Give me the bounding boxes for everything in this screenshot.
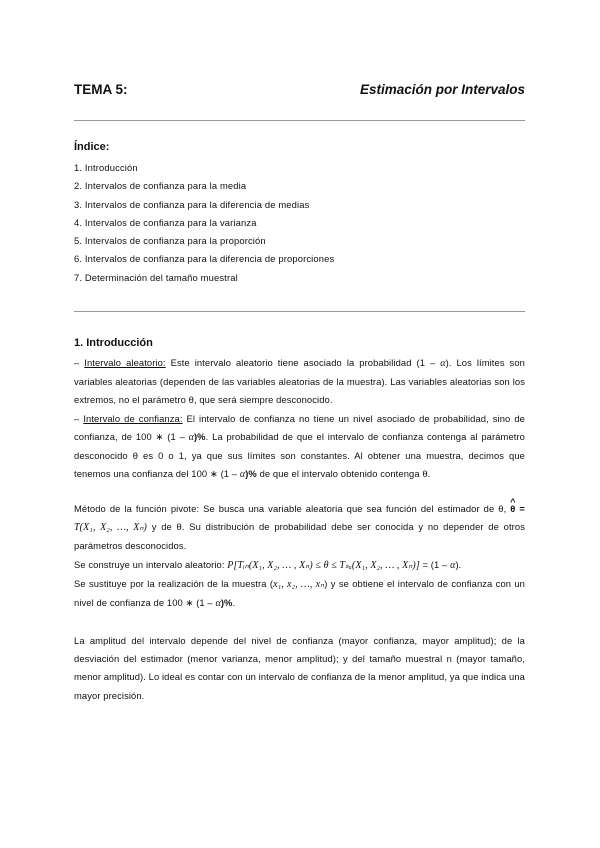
tema-label: TEMA 5: [74, 82, 128, 97]
text: . La probabilidad de que el intervalo de confianza contenga al parámetro desconocido θ es 0 o 1, ya que sus límites son constantes. Al obtener una muestra, decimos que tenemos una confianza del 100 ∗ (1 – [74, 430, 525, 480]
toc-item-diferencia-medias: 3. Intervalos de confianza para la diferencia de medias [74, 198, 310, 210]
intervalo-aleatorio-term: Intervalo aleatorio: [84, 357, 166, 368]
subject-title: Estimación por Intervalos [359, 82, 525, 97]
text: Se sustituye por la realización de la muestra ( [74, 577, 274, 589]
alpha-symbol: α [239, 469, 246, 481]
toc-item-varianza: 4. Intervalos de confianza para la varianza [74, 216, 257, 228]
alpha-symbol: α [188, 431, 194, 443]
dash: – [74, 412, 84, 424]
intervalo-confianza-term: Intervalo de confianza: [83, 412, 183, 424]
dash: – [74, 357, 85, 368]
text: Se construye un intervalo aleatorio: [74, 558, 228, 570]
percent-bold: )% [193, 430, 206, 442]
equals: = [515, 503, 526, 514]
pivote-paragraph [74, 500, 525, 556]
text: de que el intervalo obtenido contenga θ. [256, 468, 431, 480]
amplitud-text: La amplitud del intervalo depende del nivel de confianza (mayor confianza, mayor amplitud); de la desviación del estimador (menor varianza, menor amplitud); y del tamaño muestral n (mayor tamaño, menor amplitud). Lo ideal es contar con un intervalo de confianza de la menor amplitud, ya que indica una mayor precisión. [74, 635, 525, 701]
section-title: 1. Introducción [74, 337, 153, 349]
pivot-formula: T(X₁, X₂, …, Xₙ) [74, 522, 147, 534]
toc-item-tamano-muestral: 7. Determinación del tamaño muestral [74, 271, 238, 283]
pivot-method [74, 500, 525, 613]
toc-item-media: 2. Intervalos de confianza para la media [74, 180, 247, 192]
text: y de θ. Su distribución de probabilidad debe ser conocida y no depender de otros parámetros desconocidos. [74, 521, 525, 552]
construye-paragraph [74, 556, 525, 575]
text: Este intervalo aleatorio tiene asociado la probabilidad (1 – [165, 357, 441, 368]
amplitude-paragraph [74, 632, 525, 705]
percent-bold: )% [220, 597, 233, 609]
toc-item-diferencia-proporciones: 6. Intervalos de confianza para la diferencia de proporciones [74, 253, 335, 265]
text: ). [455, 558, 462, 570]
alpha-symbol: α [215, 598, 221, 610]
page-header [74, 82, 525, 102]
interval-definitions [74, 354, 525, 484]
percent-bold: )% [245, 468, 257, 480]
interval-formula: P[Tᵢₙ(X₁, X₂, … , Xₙ) ≤ θ ≤ Tₛᵤ(X₁, X₂, … , Xₙ)] [227, 559, 420, 571]
text: = (1 – [419, 558, 451, 570]
alpha-symbol: α [450, 559, 456, 571]
toc-item-proporcion: 5. Intervalos de confianza para la proporción [74, 235, 266, 247]
theta-hat-symbol: ^ θ [510, 500, 515, 518]
text: El intervalo de confianza no tiene un nivel asociado de probabilidad, sino de confianza, de 100 ∗ (1 – [74, 412, 525, 442]
sustituye-paragraph [74, 575, 525, 613]
text: ) y se obtiene el intervalo de confianza con un nivel de confianza de 100 ∗ (1 – [74, 577, 525, 609]
text: . [232, 597, 236, 609]
text: ). Los límites son variables aleatorias (dependen de las variables aleatorias de la muestra). Las variables aleatorias son los extremos, no el parámetro θ, que será siempre desconocido. [74, 357, 525, 406]
table-of-contents [74, 162, 334, 290]
index-title: Índice: [74, 141, 110, 153]
intervalo-aleatorio-paragraph [74, 354, 525, 410]
intervalo-confianza-paragraph [74, 410, 525, 485]
alpha-symbol: α [440, 358, 446, 369]
index-divider [74, 311, 525, 312]
header-divider [74, 120, 525, 121]
toc-item-introduccion: 1. Introducción [74, 162, 138, 173]
text: Método de la función pivote: Se busca una variable aleatoria que sea función del estimador de θ, [74, 503, 511, 514]
sample-formula: x₁, x₂, …, xₙ [273, 578, 325, 590]
